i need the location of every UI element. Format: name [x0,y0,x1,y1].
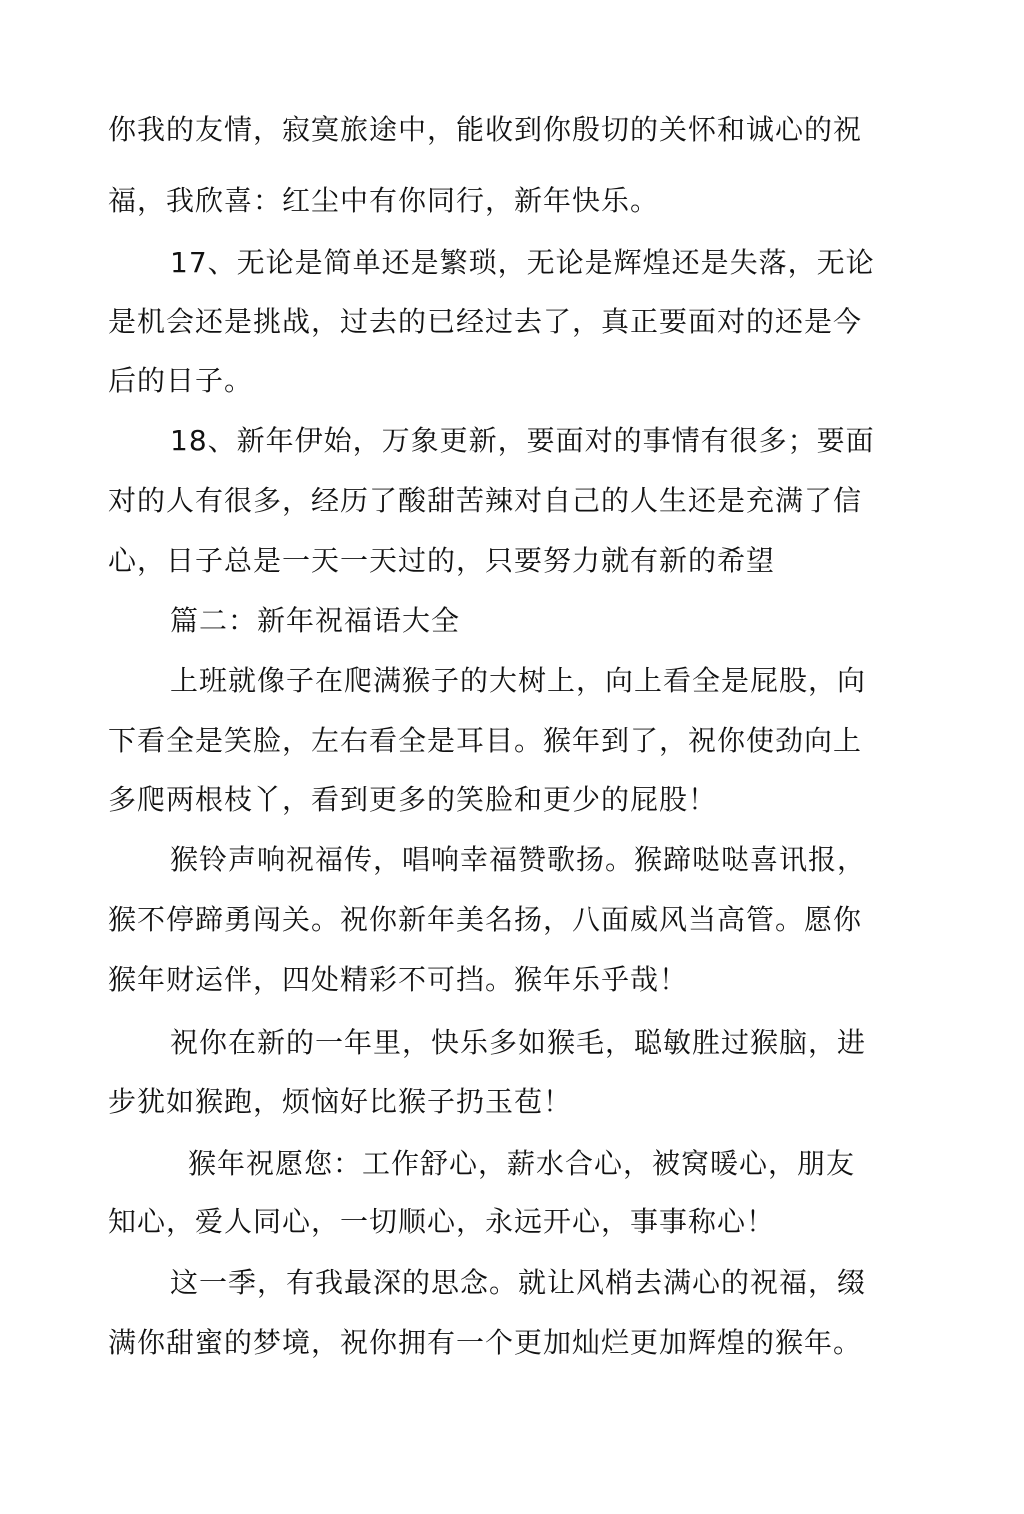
text-line: 满你甜蜜的梦境，祝你拥有一个更加灿烂更加辉煌的猴年。 [108,1326,863,1359]
text-line: 福，我欣喜：红尘中有你同行，新年快乐。 [108,184,660,217]
paragraph-17-start: 17、无论是简单还是繁琐，无论是辉煌还是失落，无论 [170,246,875,279]
paragraph-start: 猴年祝愿您：工作舒心，薪水合心，被窝暖心，朋友 [188,1147,856,1180]
text-line: 你我的友情，寂寞旅途中，能收到你殷切的关怀和诚心的祝 [108,113,863,146]
text-line: 对的人有很多，经历了酸甜苦辣对自己的人生还是充满了信 [108,484,863,517]
text-line: 多爬两根枝丫，看到更多的笑脸和更少的屁股！ [108,783,718,816]
paragraph-18-start: 18、新年伊始，万象更新，要面对的事情有很多；要面 [170,424,875,457]
paragraph-start: 上班就像子在爬满猴子的大树上，向上看全是屁股，向 [170,664,867,697]
text-line: 心，日子总是一天一天过的，只要努力就有新的希望 [108,544,776,577]
paragraph-start: 祝你在新的一年里，快乐多如猴毛，聪敏胜过猴脑，进 [170,1026,867,1059]
section-heading: 篇二：新年祝福语大全 [170,604,461,637]
text-line: 猴不停蹄勇闯关。祝你新年美名扬，八面威风当高管。愿你 [108,903,863,936]
paragraph-start: 这一季，有我最深的思念。就让风梢去满心的祝福，缀 [170,1266,867,1299]
text-line: 后的日子。 [108,364,254,397]
text-line: 是机会还是挑战，过去的已经过去了，真正要面对的还是今 [108,305,863,338]
text-line: 步犹如猴跑，烦恼好比猴子扔玉苞！ [108,1085,573,1118]
text-line: 下看全是笑脸，左右看全是耳目。猴年到了，祝你使劲向上 [108,724,863,757]
paragraph-start: 猴铃声响祝福传，唱响幸福赞歌扬。猴蹄哒哒喜讯报， [170,843,867,876]
text-line: 猴年财运伴，四处精彩不可挡。猴年乐乎哉！ [108,963,689,996]
text-line: 知心，爱人同心，一切顺心，永远开心，事事称心！ [108,1205,776,1238]
